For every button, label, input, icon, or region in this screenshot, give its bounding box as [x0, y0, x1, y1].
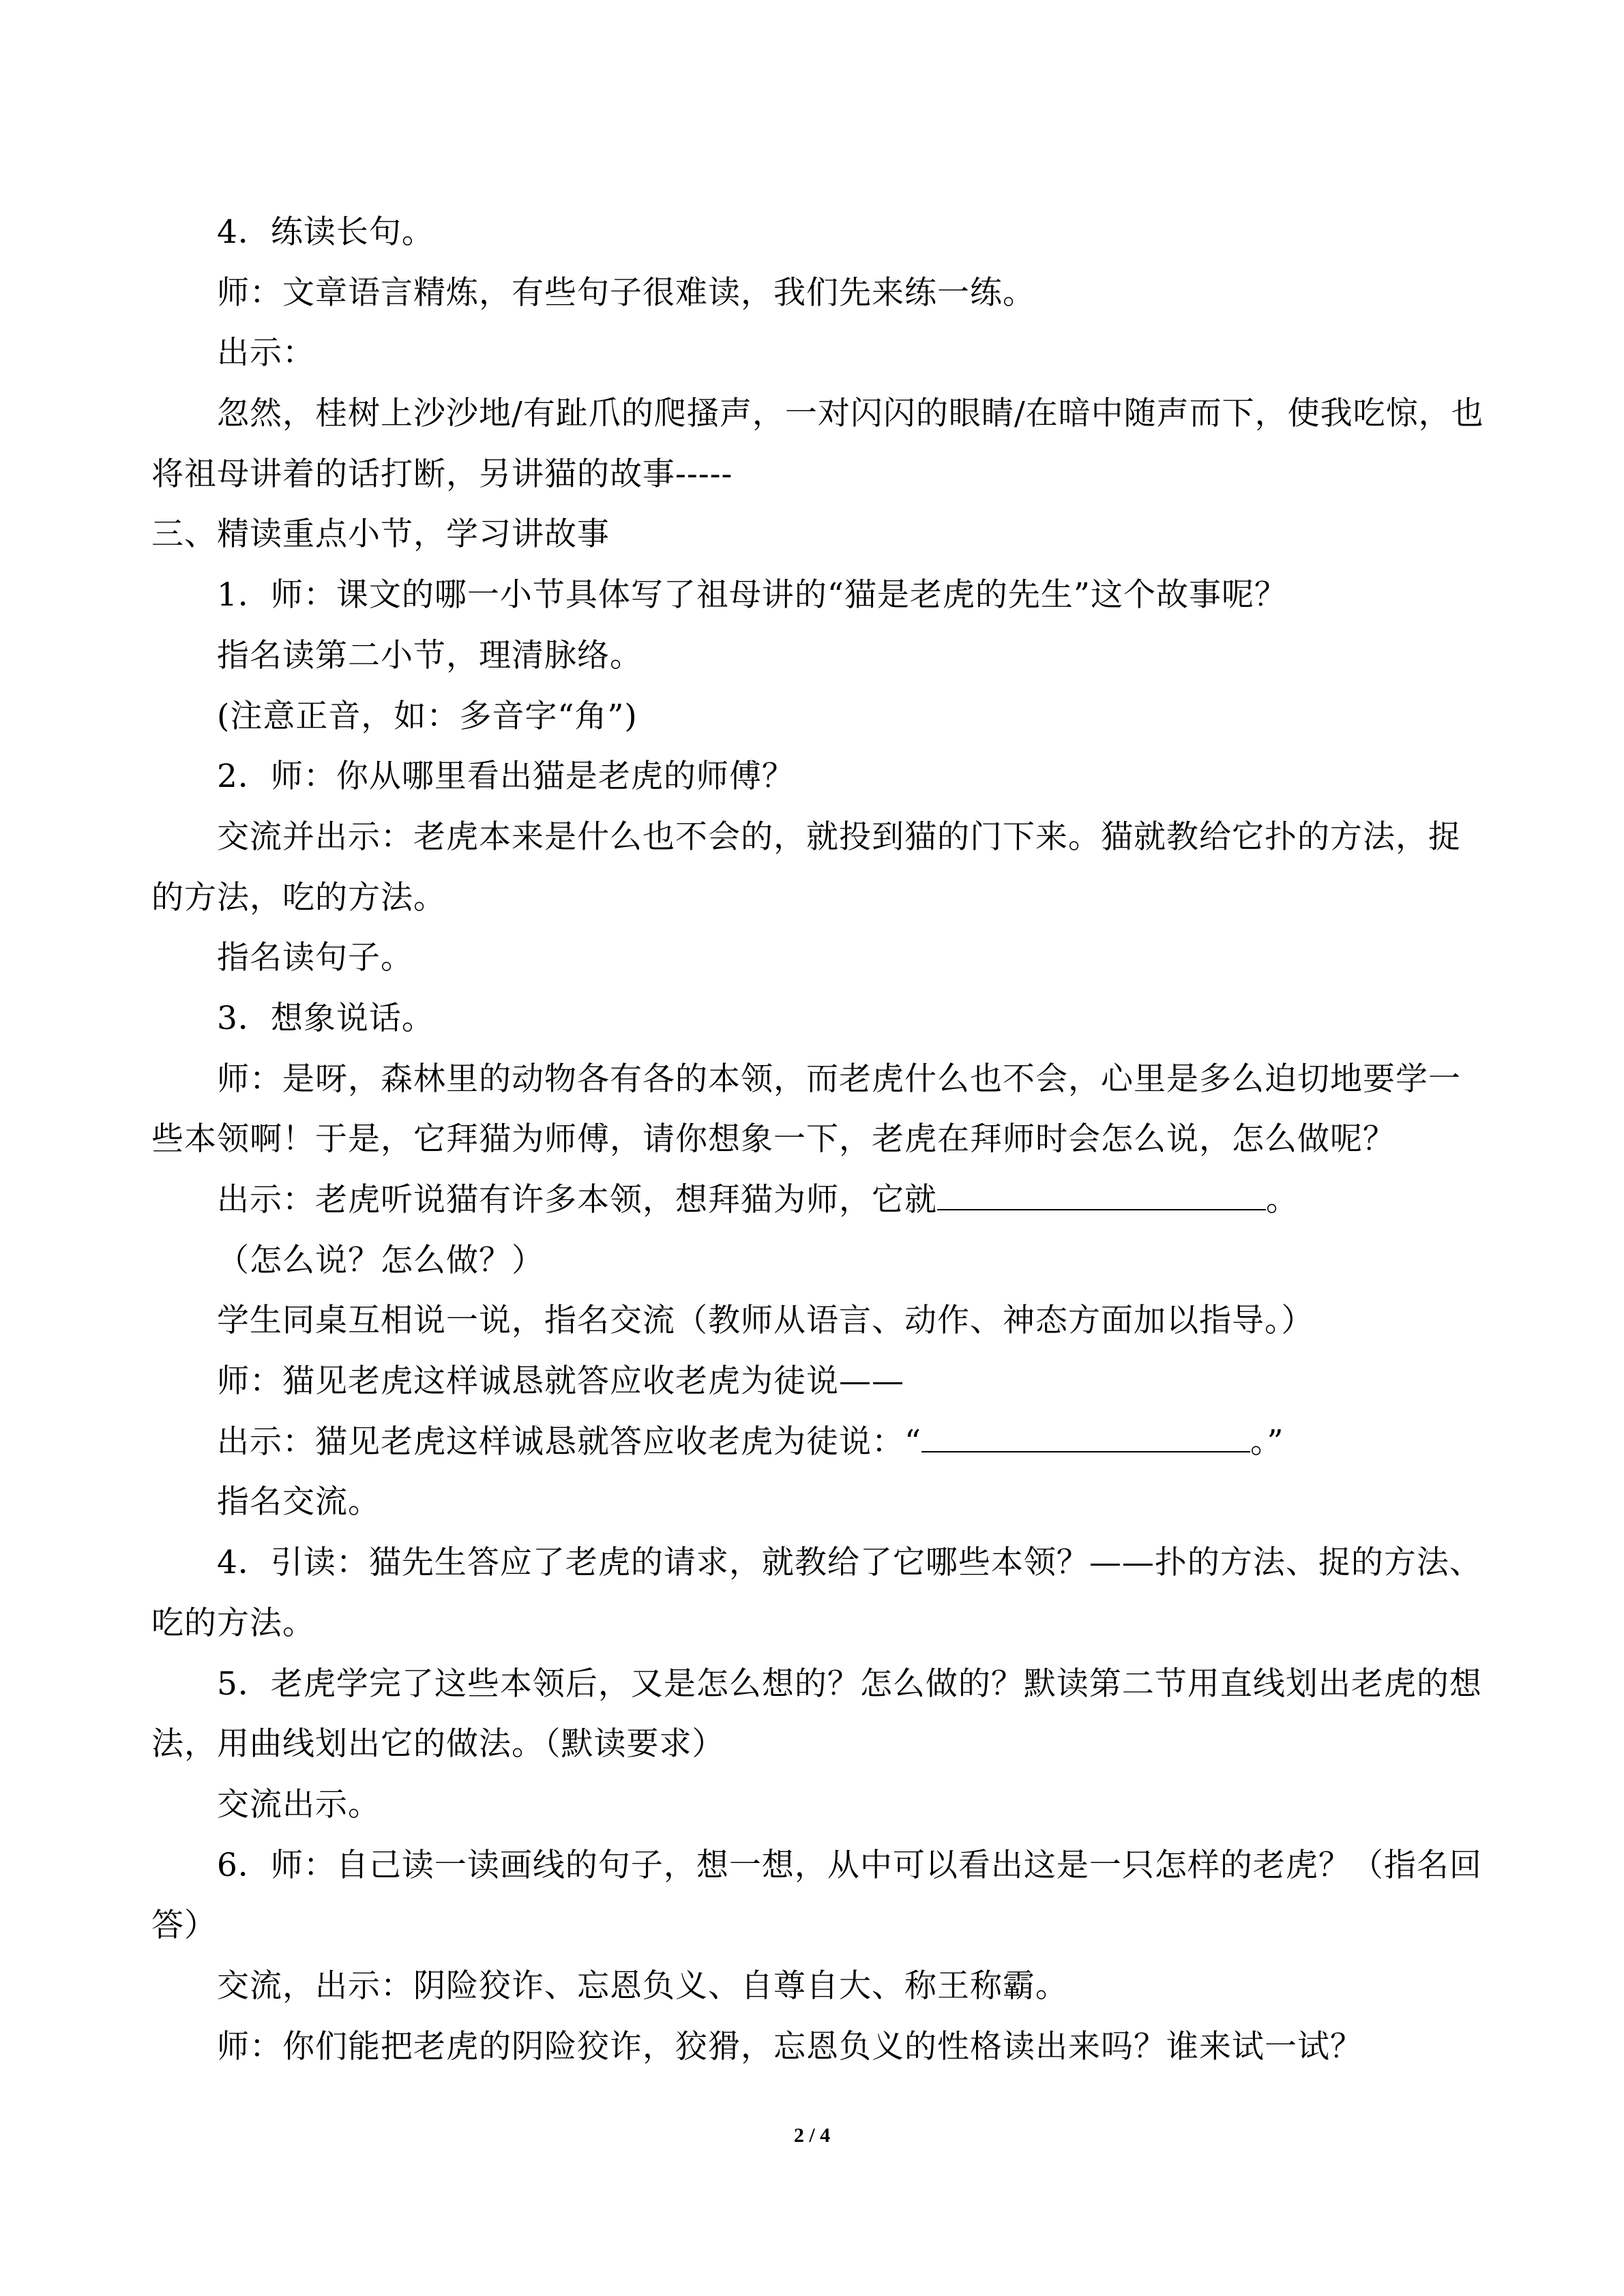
- text-line: 学生同桌互相说一说，指名交流（教师从语言、动作、神态方面加以指导。）: [217, 1302, 1314, 1340]
- document-body: [151, 203, 1502, 2077]
- text-line: 指名读第二小节，理清脉络。: [217, 636, 643, 674]
- text-line: 出示：: [217, 334, 315, 372]
- page-number: 2 / 4: [793, 2124, 831, 2147]
- text-line: 法，用曲线划出它的做法。（默读要求）: [151, 1725, 725, 1763]
- numbered-item: 4．练读长句。: [217, 213, 434, 251]
- text-line: 吃的方法。: [151, 1604, 315, 1642]
- fill-in-line: [151, 1170, 1502, 1231]
- text-line: 指名交流。: [217, 1483, 381, 1521]
- closing-punctuation: 。: [1266, 1181, 1299, 1219]
- numbered-item: 4．引读：猫先生答应了老虎的请求，就教给了它哪些本领？——扑的方法、捉的方法、: [217, 1544, 1482, 1582]
- prompt-text: 出示：猫见老虎这样诚恳就答应收老虎为徒说：“: [217, 1422, 922, 1461]
- text-line: 师：你们能把老虎的阴险狡诈，狡猾，忘恩负义的性格读出来吗？谁来试一试？: [217, 2027, 1363, 2066]
- numbered-item: 1．师：课文的哪一小节具体写了祖母讲的“猫是老虎的先生”这个故事呢？: [217, 576, 1287, 614]
- note-line: （怎么说？怎么做？）: [217, 1241, 544, 1279]
- quoted-sentence-line: 忽然，桂树上沙沙地/有趾爪的爬搔声，一对闪闪的眼睛/在暗中随声而下，使我吃惊，也: [217, 395, 1484, 433]
- text-line: 师：猫见老虎这样诚恳就答应收老虎为徒说——: [217, 1362, 904, 1401]
- text-line: 指名读句子。: [217, 939, 413, 977]
- text-line: 的方法，吃的方法。: [151, 878, 446, 916]
- text-line: 交流并出示：老虎本来是什么也不会的，就投到猫的门下来。猫就教给它扑的方法，捉: [217, 818, 1461, 856]
- section-heading: 三、精读重点小节，学习讲故事: [151, 516, 610, 554]
- text-line: 交流，出示：阴险狡诈、忘恩负义、自尊自大、称王称霸。: [217, 1967, 1068, 2005]
- text-line: 答）: [151, 1907, 217, 1945]
- numbered-item: 3．想象说话。: [217, 999, 434, 1037]
- text-line: 师：是呀，森林里的动物各有各的本领，而老虎什么也不会，心里是多么迫切地要学一: [217, 1060, 1461, 1098]
- text-line: 师：文章语言精炼，有些句子很难读，我们先来练一练。: [217, 273, 1035, 312]
- prompt-text: 出示：老虎听说猫有许多本领，想拜猫为师，它就: [217, 1181, 937, 1219]
- text-line: 些本领啊！于是，它拜猫为师傅，请你想象一下，老虎在拜师时会怎么说，怎么做呢？: [151, 1120, 1396, 1159]
- quoted-sentence-line: 将祖母讲着的话打断，另讲猫的故事-----: [151, 455, 733, 493]
- closing-punctuation: 。”: [1250, 1422, 1284, 1461]
- fill-in-line: [151, 1412, 1502, 1473]
- numbered-item: 5．老虎学完了这些本领后，又是怎么想的？怎么做的？默读第二节用直线划出老虎的想: [217, 1665, 1482, 1703]
- note-line: (注意正音，如：多音字“角”): [217, 697, 638, 735]
- text-line: 交流出示。: [217, 1785, 381, 1823]
- numbered-item: 6．师：自己读一读画线的句子，想一想，从中可以看出这是一只怎样的老虎？（指名回: [217, 1846, 1482, 1884]
- answer-blank: [921, 1424, 1250, 1452]
- numbered-item: 2．师：你从哪里看出猫是老虎的师傅？: [217, 758, 795, 796]
- answer-blank: [937, 1182, 1266, 1210]
